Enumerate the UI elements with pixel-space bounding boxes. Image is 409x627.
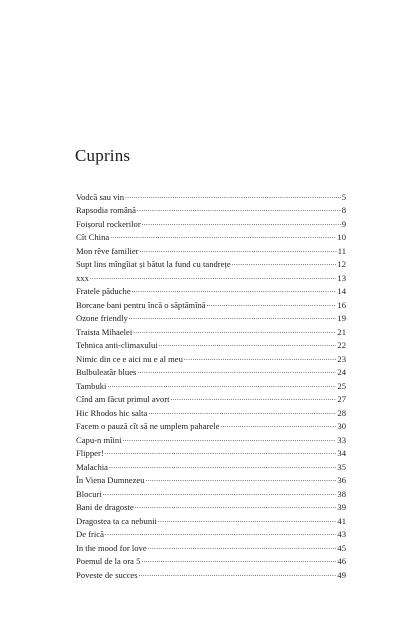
toc-entry-page-number: 25 bbox=[337, 380, 346, 391]
table-of-contents bbox=[76, 188, 346, 580]
toc-entry-title: Poemul de la ora 5 bbox=[76, 556, 141, 566]
toc-entry-title: Nimic din ce e aici nu e al meu bbox=[76, 353, 183, 364]
toc-entry bbox=[76, 539, 346, 553]
toc-entry-title: Facem o pauză cît să ne umplem paharele bbox=[76, 421, 220, 431]
toc-entry-page-number: 45 bbox=[337, 542, 346, 553]
toc-entry-page-number: 28 bbox=[337, 407, 346, 418]
toc-entry-page-number: 35 bbox=[337, 461, 346, 472]
toc-entry bbox=[76, 310, 346, 324]
dot-leader bbox=[123, 433, 337, 444]
toc-entry bbox=[76, 188, 346, 202]
dot-leader bbox=[103, 487, 337, 498]
toc-entry bbox=[76, 364, 346, 378]
toc-entry-title: Bulbuleatăr blues bbox=[76, 367, 137, 377]
toc-entry bbox=[76, 526, 346, 540]
dot-leader bbox=[137, 365, 336, 376]
toc-entry-page-number: 23 bbox=[337, 353, 346, 364]
toc-entry bbox=[76, 553, 346, 567]
toc-entry-page-number: 14 bbox=[337, 286, 346, 296]
toc-entry bbox=[76, 485, 346, 499]
toc-entry-title: Foișorul rockerilor bbox=[76, 218, 141, 229]
toc-entry-page-number: 43 bbox=[337, 529, 346, 539]
toc-entry bbox=[76, 242, 346, 256]
dot-leader bbox=[171, 392, 337, 403]
toc-entry bbox=[76, 323, 346, 337]
toc-entry-title: Capu-n mîini bbox=[76, 434, 122, 445]
toc-entry-page-number: 8 bbox=[341, 205, 346, 215]
toc-entry bbox=[76, 472, 346, 486]
toc-entry-page-number: 9 bbox=[341, 218, 346, 229]
toc-entry-title: Borcane bani pentru încă o săptămînă bbox=[76, 299, 206, 310]
dot-leader bbox=[137, 203, 341, 214]
dot-leader bbox=[159, 338, 337, 349]
toc-entry bbox=[76, 337, 346, 351]
dot-leader bbox=[105, 446, 337, 457]
toc-entry-page-number: 36 bbox=[337, 475, 346, 485]
toc-entry-title: Mon rêve familier bbox=[76, 245, 139, 256]
toc-entry bbox=[76, 377, 346, 391]
toc-entry-title: Vodcă sau vin bbox=[76, 191, 125, 202]
toc-entry-title: Tambuki bbox=[76, 380, 107, 391]
toc-entry-page-number: 10 bbox=[337, 232, 346, 242]
dot-leader bbox=[142, 217, 341, 228]
toc-entry bbox=[76, 458, 346, 472]
toc-entry bbox=[76, 350, 346, 364]
dot-leader bbox=[141, 554, 336, 565]
toc-entry-title: Blocuri bbox=[76, 488, 102, 499]
toc-entry bbox=[76, 229, 346, 243]
toc-entry bbox=[76, 269, 346, 283]
toc-entry bbox=[76, 215, 346, 229]
dot-leader bbox=[220, 419, 336, 430]
page-title: Cuprins bbox=[75, 146, 131, 165]
toc-entry-title: Ozone friendly bbox=[76, 313, 128, 323]
toc-entry-title: Malachia bbox=[76, 461, 108, 472]
dot-leader bbox=[148, 406, 336, 417]
toc-entry-title: Flipper! bbox=[76, 448, 104, 458]
toc-entry bbox=[76, 445, 346, 459]
toc-entry-title: De frică bbox=[76, 529, 104, 539]
toc-entry-page-number: 13 bbox=[337, 272, 346, 283]
toc-entry-page-number: 5 bbox=[341, 191, 346, 202]
toc-entry-title: In the mood for love bbox=[76, 542, 147, 553]
toc-entry-title: Fratele păduche bbox=[76, 286, 131, 296]
toc-entry-page-number: 30 bbox=[337, 421, 346, 431]
dot-leader bbox=[148, 541, 337, 552]
toc-entry-page-number: 38 bbox=[337, 488, 346, 499]
dot-leader bbox=[140, 244, 337, 255]
toc-entry-page-number: 49 bbox=[337, 569, 346, 580]
dot-leader bbox=[135, 500, 337, 511]
toc-entry-page-number: 22 bbox=[337, 340, 346, 350]
toc-entry bbox=[76, 391, 346, 405]
dot-leader bbox=[105, 527, 336, 538]
toc-entry-page-number: 24 bbox=[337, 367, 346, 377]
toc-entry-title: Rapsodia română bbox=[76, 205, 136, 215]
toc-entry-title: Hic Rhodos hic salta bbox=[76, 407, 148, 418]
dot-leader bbox=[158, 514, 337, 525]
dot-leader bbox=[146, 473, 337, 484]
toc-entry-page-number: 21 bbox=[337, 326, 346, 337]
toc-entry-page-number: 46 bbox=[337, 556, 346, 566]
toc-entry-page-number: 41 bbox=[337, 515, 346, 526]
dot-leader bbox=[139, 568, 337, 579]
toc-entry-title: Bani de dragoste bbox=[76, 502, 134, 512]
toc-entry-title: Cît China bbox=[76, 232, 110, 242]
toc-entry-title: Cînd am făcut primul avort bbox=[76, 394, 170, 404]
toc-entry-page-number: 34 bbox=[337, 448, 346, 458]
toc-entry-page-number: 27 bbox=[337, 394, 346, 404]
toc-entry bbox=[76, 256, 346, 270]
toc-entry-page-number: 11 bbox=[337, 245, 346, 256]
toc-entry bbox=[76, 404, 346, 418]
toc-entry bbox=[76, 566, 346, 580]
toc-entry-title: Traista Mihaelei bbox=[76, 326, 133, 337]
dot-leader bbox=[107, 379, 336, 390]
dot-leader bbox=[110, 230, 336, 241]
dot-leader bbox=[109, 460, 336, 471]
dot-leader bbox=[232, 257, 337, 268]
toc-entry-title: Tehnica anti-climaxului bbox=[76, 340, 158, 350]
dot-leader bbox=[184, 352, 337, 363]
dot-leader bbox=[129, 311, 337, 322]
toc-entry bbox=[76, 296, 346, 310]
dot-leader bbox=[90, 271, 337, 282]
toc-entry-title: Dragostea ta ca nebunii bbox=[76, 515, 157, 526]
dot-leader bbox=[132, 284, 337, 295]
toc-entry bbox=[76, 418, 346, 432]
toc-entry-title: Poveste de succes bbox=[76, 569, 138, 580]
dot-leader bbox=[207, 298, 337, 309]
toc-entry-title: Supt lins mîngîiat și bătut la fund cu tandrețe bbox=[76, 259, 231, 269]
toc-entry-page-number: 12 bbox=[337, 259, 346, 269]
toc-entry-title: În Viena Dumnezeu bbox=[76, 475, 145, 485]
toc-entry bbox=[76, 283, 346, 297]
toc-entry bbox=[76, 431, 346, 445]
toc-entry-page-number: 33 bbox=[337, 434, 346, 445]
toc-entry-title: xxx bbox=[76, 272, 89, 283]
dot-leader bbox=[133, 325, 336, 336]
toc-entry bbox=[76, 202, 346, 216]
toc-entry bbox=[76, 512, 346, 526]
toc-entry-page-number: 39 bbox=[337, 502, 346, 512]
dot-leader bbox=[125, 190, 341, 201]
toc-entry bbox=[76, 499, 346, 513]
toc-entry-page-number: 16 bbox=[337, 299, 346, 310]
toc-entry-page-number: 19 bbox=[337, 313, 346, 323]
